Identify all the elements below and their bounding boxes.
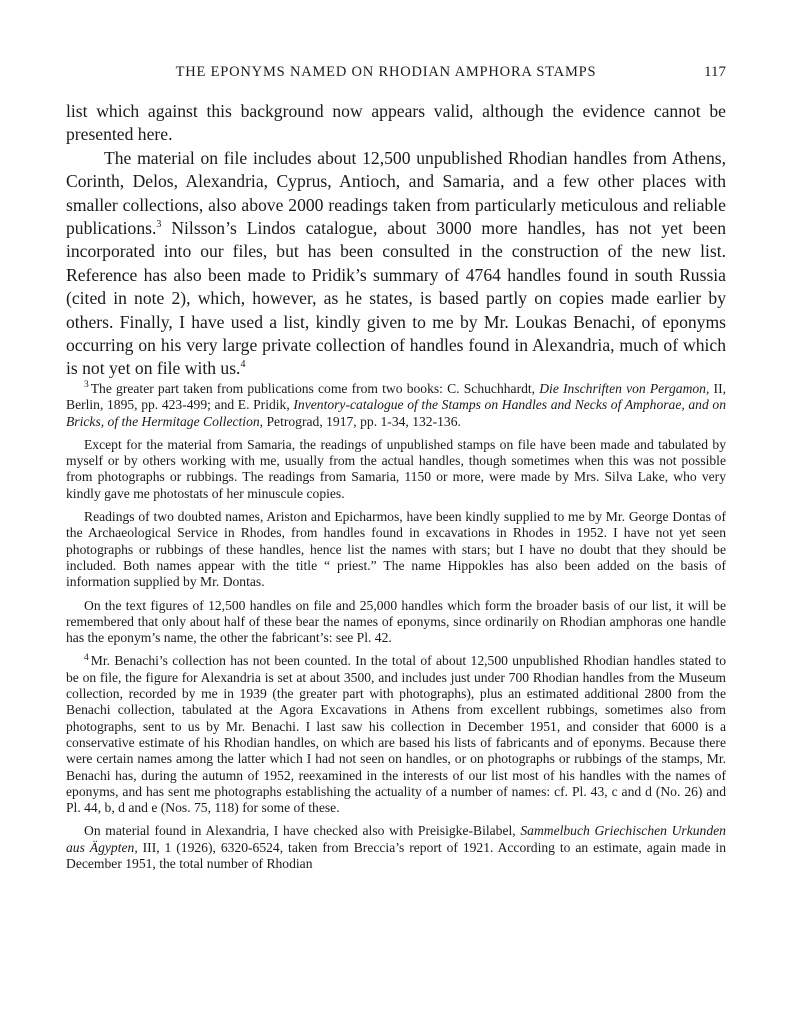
paragraph-text: list which against this background now appears valid, although the evidence cannot be presented here. bbox=[66, 101, 726, 145]
footnote-text: On material found in Alexandria, I have checked also with Preisigke-Bilabel, bbox=[84, 823, 521, 839]
paragraph-text: Nilsson’s Lindos catalogue, about 3000 more handles, has not yet been incorporated into our files, but has been consulted in the construction of the new list. Reference has also been made to Pridik’s summary of 4764 handles found in south Russia (cited in note 2), which, however, as he states, is based partly on copies made earlier by others. Finally, I have used a list, kindly given to me by Mr. Loukas Benachi, of eponyms occurring on his very large private collection of handles found in Alexandria, much of which is not yet on file with us. bbox=[66, 218, 726, 379]
book-title: Sammelbuch Griechischen Urkunden aus Ägypten bbox=[66, 823, 726, 855]
footnote-ref-3[interactable]: 3 bbox=[156, 219, 162, 231]
footnote-mark-3: 3 bbox=[84, 380, 89, 391]
paragraph-continuation bbox=[66, 100, 726, 147]
footnote-ref-4[interactable]: 4 bbox=[240, 359, 246, 371]
running-title: THE EPONYMS NAMED ON RHODIAN AMPHORA STAMPS bbox=[175, 64, 597, 80]
footnote-text: , III, 1 (1926), 6320-6524, taken from Breccia’s report of 1921. According to an estimate, again made in December 1951, the total number of Rhodian bbox=[66, 839, 726, 872]
footnote-4-para-2 bbox=[66, 823, 726, 872]
footnote-mark-4: 4 bbox=[84, 652, 89, 663]
footnote-3-para-4: On the text figures of 12,500 handles on file and 25,000 handles which form the broader basis of our list, it will be remembered that only about half of these bear the names of eponyms, since ordinarily on Rhodian amphoras one handle has the eponym’s name, the other the fabricant’s: see Pl. 42. bbox=[66, 597, 726, 646]
footnote-text: , II, Berlin, 1895, pp. 423-499; and E. Pridik, bbox=[66, 381, 726, 413]
footnote-3 bbox=[66, 381, 726, 430]
footnote-text: The greater part taken from publications come from two books: C. Schuchhardt, bbox=[90, 381, 540, 396]
footnotes bbox=[66, 381, 726, 879]
main-text bbox=[66, 100, 726, 381]
footnote-3-para-3: Readings of two doubted names, Ariston and Epicharmos, have been kindly supplied to me by Mr. George Dontas of the Archaeological Service in Rhodes, from handles found in excavations in Rhodes in 1952. I have not yet seen photographs or rubbings of these handles, hence list the names with stars; but I have no doubt that they should be included. Both names appear with the title “ priest.” The name Hippokles has also been added on the basis of information supplied by Mr. Dontas. bbox=[66, 509, 726, 590]
page-number: 117 bbox=[704, 64, 726, 80]
book-title: Inventory-catalogue of the Stamps on Handles and Necks of Amphorae, and on Bricks, of the Hermitage Collection bbox=[66, 397, 726, 429]
footnote-3-para-2: Except for the material from Samaria, the readings of unpublished stamps on file have been made and tabulated by myself or by others working with me, usually from the actual handles, though sometimes when this was not possible from photographs or rubbings. The readings from Samaria, 1150 or more, were made by Mrs. Silva Lake, who very kindly gave me photostats of her minuscule copies. bbox=[66, 436, 726, 501]
paragraph-text: The material on file includes about 12,500 unpublished Rhodian handles from Athens, Corinth, Delos, Alexandria, Cyprus, Antioch, and Samaria, and a few other places with smaller collections, also above 2000 readings taken from particularly meticulous and reliable publications. bbox=[66, 147, 726, 239]
footnote-text: , Petrograd, 1917, pp. 1-34, 132-136. bbox=[259, 413, 461, 429]
footnote-4 bbox=[66, 653, 726, 816]
running-head bbox=[66, 64, 726, 84]
paragraph-material-on-file bbox=[66, 147, 726, 381]
footnote-text: Mr. Benachi’s collection has not been counted. In the total of about 12,500 unpublished Rhodian handles stated to be on file, the figure for Alexandria is set at about 3500, and includes just under 700 Rhodian handles from the Museum collection, recorded by me in 1939 (the greater part with photographs), plus an estimated additional 2800 from the Benachi collection, tabulated at the Agora Excavations in Athens from excellent rubbings, sometimes also from photographs, sent to us by Mr. Benachi. I last saw his collection in December 1951, and consider that 6000 is a conservative estimate of his Rhodian handles, on which are based his lists of fabricants and of eponyms. Because there were certain names among the latter which I had not seen on handles, or on photographs or rubbings of the stamps, Mr. Benachi has, during the autumn of 1952, reexamined in the interests of our list most of his handles with the names of eponyms, and has sent me photographs establishing the actuality of a number of names: cf. Pl. 43, c and d (No. 26) and Pl. 44, b, d and e (Nos. 75, 118) for some of these. bbox=[66, 653, 726, 816]
book-title: Die Inschriften von Pergamon bbox=[539, 381, 706, 396]
